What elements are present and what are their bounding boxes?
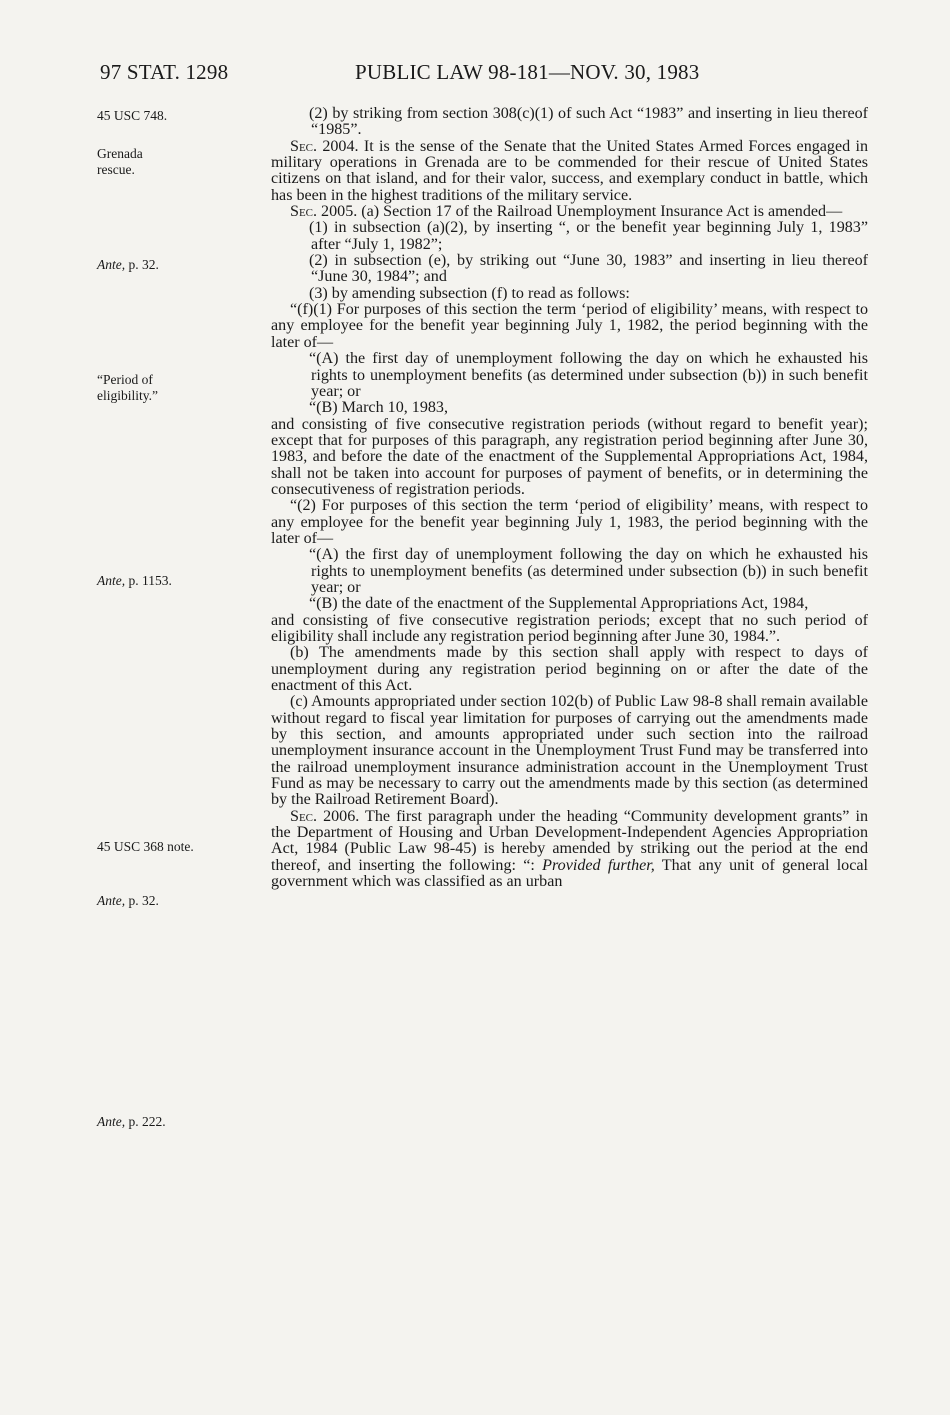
- ante-italic: Ante,: [97, 893, 126, 908]
- amendment-3: (3) by amending subsection (f) to read as follows:: [309, 284, 630, 302]
- margin-note-45-usc-368-note: 45 USC 368 note.: [97, 839, 194, 854]
- ante-page: p. 32.: [125, 257, 159, 272]
- page-title: PUBLIC LAW 98-181—NOV. 30, 1983: [355, 60, 700, 84]
- ante-page: p. 1153.: [125, 573, 172, 588]
- amendment-1: (1) in subsection (a)(2), by inserting “, or the benefit year beginning July 1, 1983” after “July 1, 1982”;: [309, 219, 868, 253]
- ante-italic: Ante,: [97, 257, 126, 272]
- statute-body: [271, 106, 868, 891]
- subsection-f1-b: “(B) March 10, 1983,: [309, 399, 448, 417]
- section-2004: [271, 139, 868, 204]
- section-2006-proviso: Provided further,: [542, 856, 655, 874]
- subsection-f1-a: “(A) the first day of unemployment following the day on which he exhausted his rights to unemployment benefits (as determined under subsection (b)) in such benefit year; or: [309, 350, 868, 400]
- subsection-b: (b) The amendments made by this section shall apply with respect to days of unemployment during any registration period beginning on or after the date of the enactment of this Act.: [271, 644, 868, 695]
- section-2006-text-a: 2006. The first paragraph under the heading “Community development grants” in the Department of Housing and Urban Development-Independent Agencies Appropriation Act, 1984 (Public Law 98-45) is hereby amended by striking out the period at the end thereof, and inserting the following: “:: [271, 807, 868, 874]
- margin-note-ante-p32-a: [97, 257, 222, 273]
- margin-note-ante-p32-b: [97, 893, 222, 909]
- margin-note-ante-p1153: [97, 573, 222, 589]
- ante-page: p. 222.: [125, 1114, 166, 1129]
- subsection-f2-tail: and consisting of five consecutive registration periods; except that no such period of eligibility shall include any registration period beginning after June 30, 1984.”.: [271, 611, 868, 645]
- section-2006-text-b: That any unit of general local government which was classified as an urban: [271, 856, 868, 891]
- margin-note-period-of-eligibility: “Period of eligibility.”: [97, 372, 158, 403]
- section-2004-text: 2004. It is the sense of the Senate that the United States Armed Forces engaged in military operations in Grenada are to be commended for their rescue of United States citizens on that island, and for their valor, success, and exemplary conduct in battle, which has been in the highest traditions of the military service.: [271, 137, 868, 204]
- margin-note-45-usc-748: 45 USC 748.: [97, 108, 168, 123]
- ante-italic: Ante,: [97, 573, 126, 588]
- subsection-f2: “(2) For purposes of this section the term ‘period of eligibility’ means, with respect to any employee for the benefit year beginning July 1, 1983, the period beginning with the later of—: [271, 497, 868, 547]
- ante-page: p. 32.: [125, 893, 159, 908]
- paragraph-2-striking: (2) by striking from section 308(c)(1) of such Act “1983” and inserting in lieu thereof “1985”.: [309, 105, 868, 139]
- subsection-f1: “(f)(1) For purposes of this section the term ‘period of eligibility’ means, with respect to any employee for the benefit year beginning July 1, 1982, the period beginning with the later of—: [271, 301, 868, 351]
- ante-italic: Ante,: [97, 1114, 126, 1129]
- sec-label: Sec.: [290, 203, 318, 221]
- sec-label: Sec.: [290, 807, 318, 825]
- margin-note-ante-p222: [97, 1114, 222, 1130]
- subsection-f2-a: “(A) the first day of unemployment following the day on which he exhausted his rights to unemployment benefits (as determined under subsection (b)) in such benefit year; or: [309, 546, 868, 596]
- sec-label: Sec.: [290, 137, 318, 155]
- stat-page-number: 97 STAT. 1298: [100, 60, 229, 84]
- section-2005-text: 2005. (a) Section 17 of the Railroad Unemployment Insurance Act is amended—: [317, 203, 843, 221]
- margin-note-grenada-rescue: Grenada rescue.: [97, 146, 143, 177]
- subsection-f2-b: “(B) the date of the enactment of the Supplemental Appropriations Act, 1984,: [309, 595, 809, 613]
- subsection-c: (c) Amounts appropriated under section 102(b) of Public Law 98-8 shall remain available without regard to fiscal year limitation for purposes of carrying out the amendments made by this section, and amounts appropriated under such section into the railroad unemployment insurance account in the Unemployment Trust Fund may be transferred into the railroad unemployment insurance administration account in the Unemployment Trust Fund as may be necessary to carry out the amendments made by this section (as determined by the Railroad Retirement Board).: [271, 693, 868, 809]
- section-2005: [271, 204, 868, 220]
- section-2006: [271, 809, 868, 891]
- subsection-f1-tail: and consisting of five consecutive registration periods (without regard to benefit year); except that for purposes of this paragraph, any registration period beginning after June 30, 1983, and before the date of the enactment of the Supplemental Appropriations Act, 1984, shall not be taken into account for purposes of payment of benefits, or in determining the consecutiveness of registration periods.: [271, 415, 868, 498]
- amendment-2: (2) in subsection (e), by striking out “June 30, 1983” and inserting in lieu thereof “June 30, 1984”; and: [309, 252, 868, 286]
